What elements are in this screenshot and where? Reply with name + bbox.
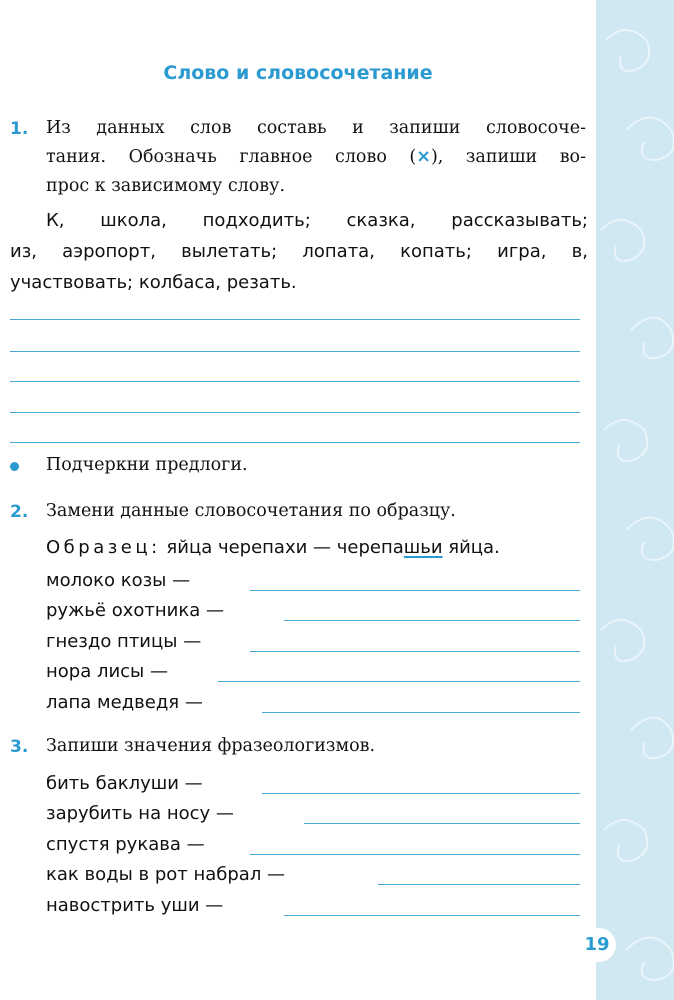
answer-line[interactable] — [284, 620, 580, 621]
answer-line[interactable] — [378, 884, 580, 885]
answer-line[interactable] — [284, 915, 580, 916]
answer-line[interactable] — [262, 712, 580, 713]
task1-instruction-line-2 — [46, 147, 586, 167]
task1-instruction-part-b: ), запиши во- — [430, 147, 586, 167]
answer-line[interactable] — [304, 823, 580, 824]
swirl-pattern-icon — [596, 0, 674, 1000]
task2-sample — [46, 537, 500, 558]
answer-line[interactable] — [10, 351, 580, 352]
answer-line[interactable] — [218, 681, 580, 682]
task3-item: зарубить на носу — — [46, 803, 234, 824]
sample-label: Образец: — [46, 537, 161, 558]
answer-line[interactable] — [10, 412, 580, 413]
task3-instruction: Запиши значения фразеологизмов. — [46, 736, 376, 756]
task1-instruction-line-1: Из данных слов составь и запиши словосоче- — [46, 118, 586, 138]
task1-instruction-line-3: прос к зависимому слову. — [46, 176, 286, 196]
task1-instruction-part-a: тания. Обозначь главное слово ( — [46, 147, 417, 167]
answer-line[interactable] — [250, 854, 580, 855]
bullet-icon — [10, 462, 19, 471]
task3-item: спустя рукава — — [46, 834, 205, 855]
answer-line[interactable] — [10, 442, 580, 443]
answer-line[interactable] — [10, 319, 580, 320]
task2-item: гнездо птицы — — [46, 631, 202, 652]
bullet-task-text: Подчеркни предлоги. — [46, 455, 248, 475]
task1-words-line-3: участвовать; колбаса, резать. — [10, 272, 297, 293]
task2-instruction: Замени данные словосочетания по образцу. — [46, 501, 456, 521]
task2-item: ружьё охотника — — [46, 600, 224, 621]
answer-line[interactable] — [262, 793, 580, 794]
answer-line[interactable] — [10, 381, 580, 382]
page-number: 19 — [578, 928, 616, 962]
task2-item: лапа медведя — — [46, 692, 203, 713]
task2-item: молоко козы — — [46, 570, 191, 591]
task3-item: бить баклуши — — [46, 773, 203, 794]
sample-tail: яйца. — [442, 537, 500, 558]
decorative-side-strip — [596, 0, 674, 1000]
answer-line[interactable] — [250, 590, 580, 591]
answer-line[interactable] — [250, 651, 580, 652]
task1-words-line-1: К, школа, подходить; сказка, рассказывать; — [46, 210, 588, 231]
task3-item: навострить уши — — [46, 895, 224, 916]
task3-item: как воды в рот набрал — — [46, 864, 286, 885]
task2-item: нора лисы — — [46, 661, 168, 682]
main-word-cross-icon: × — [416, 147, 431, 167]
sample-underlined-ending: шьи — [403, 537, 443, 558]
sample-phrase: яйца черепахи — черепа — [166, 537, 404, 558]
task2-number: 2. — [10, 502, 29, 522]
page-title: Слово и словосочетание — [163, 62, 433, 84]
task1-number: 1. — [10, 119, 29, 139]
task1-words-line-2: из, аэропорт, вылетать; лопата, копать; игра, в, — [10, 241, 588, 262]
task3-number: 3. — [10, 737, 29, 757]
